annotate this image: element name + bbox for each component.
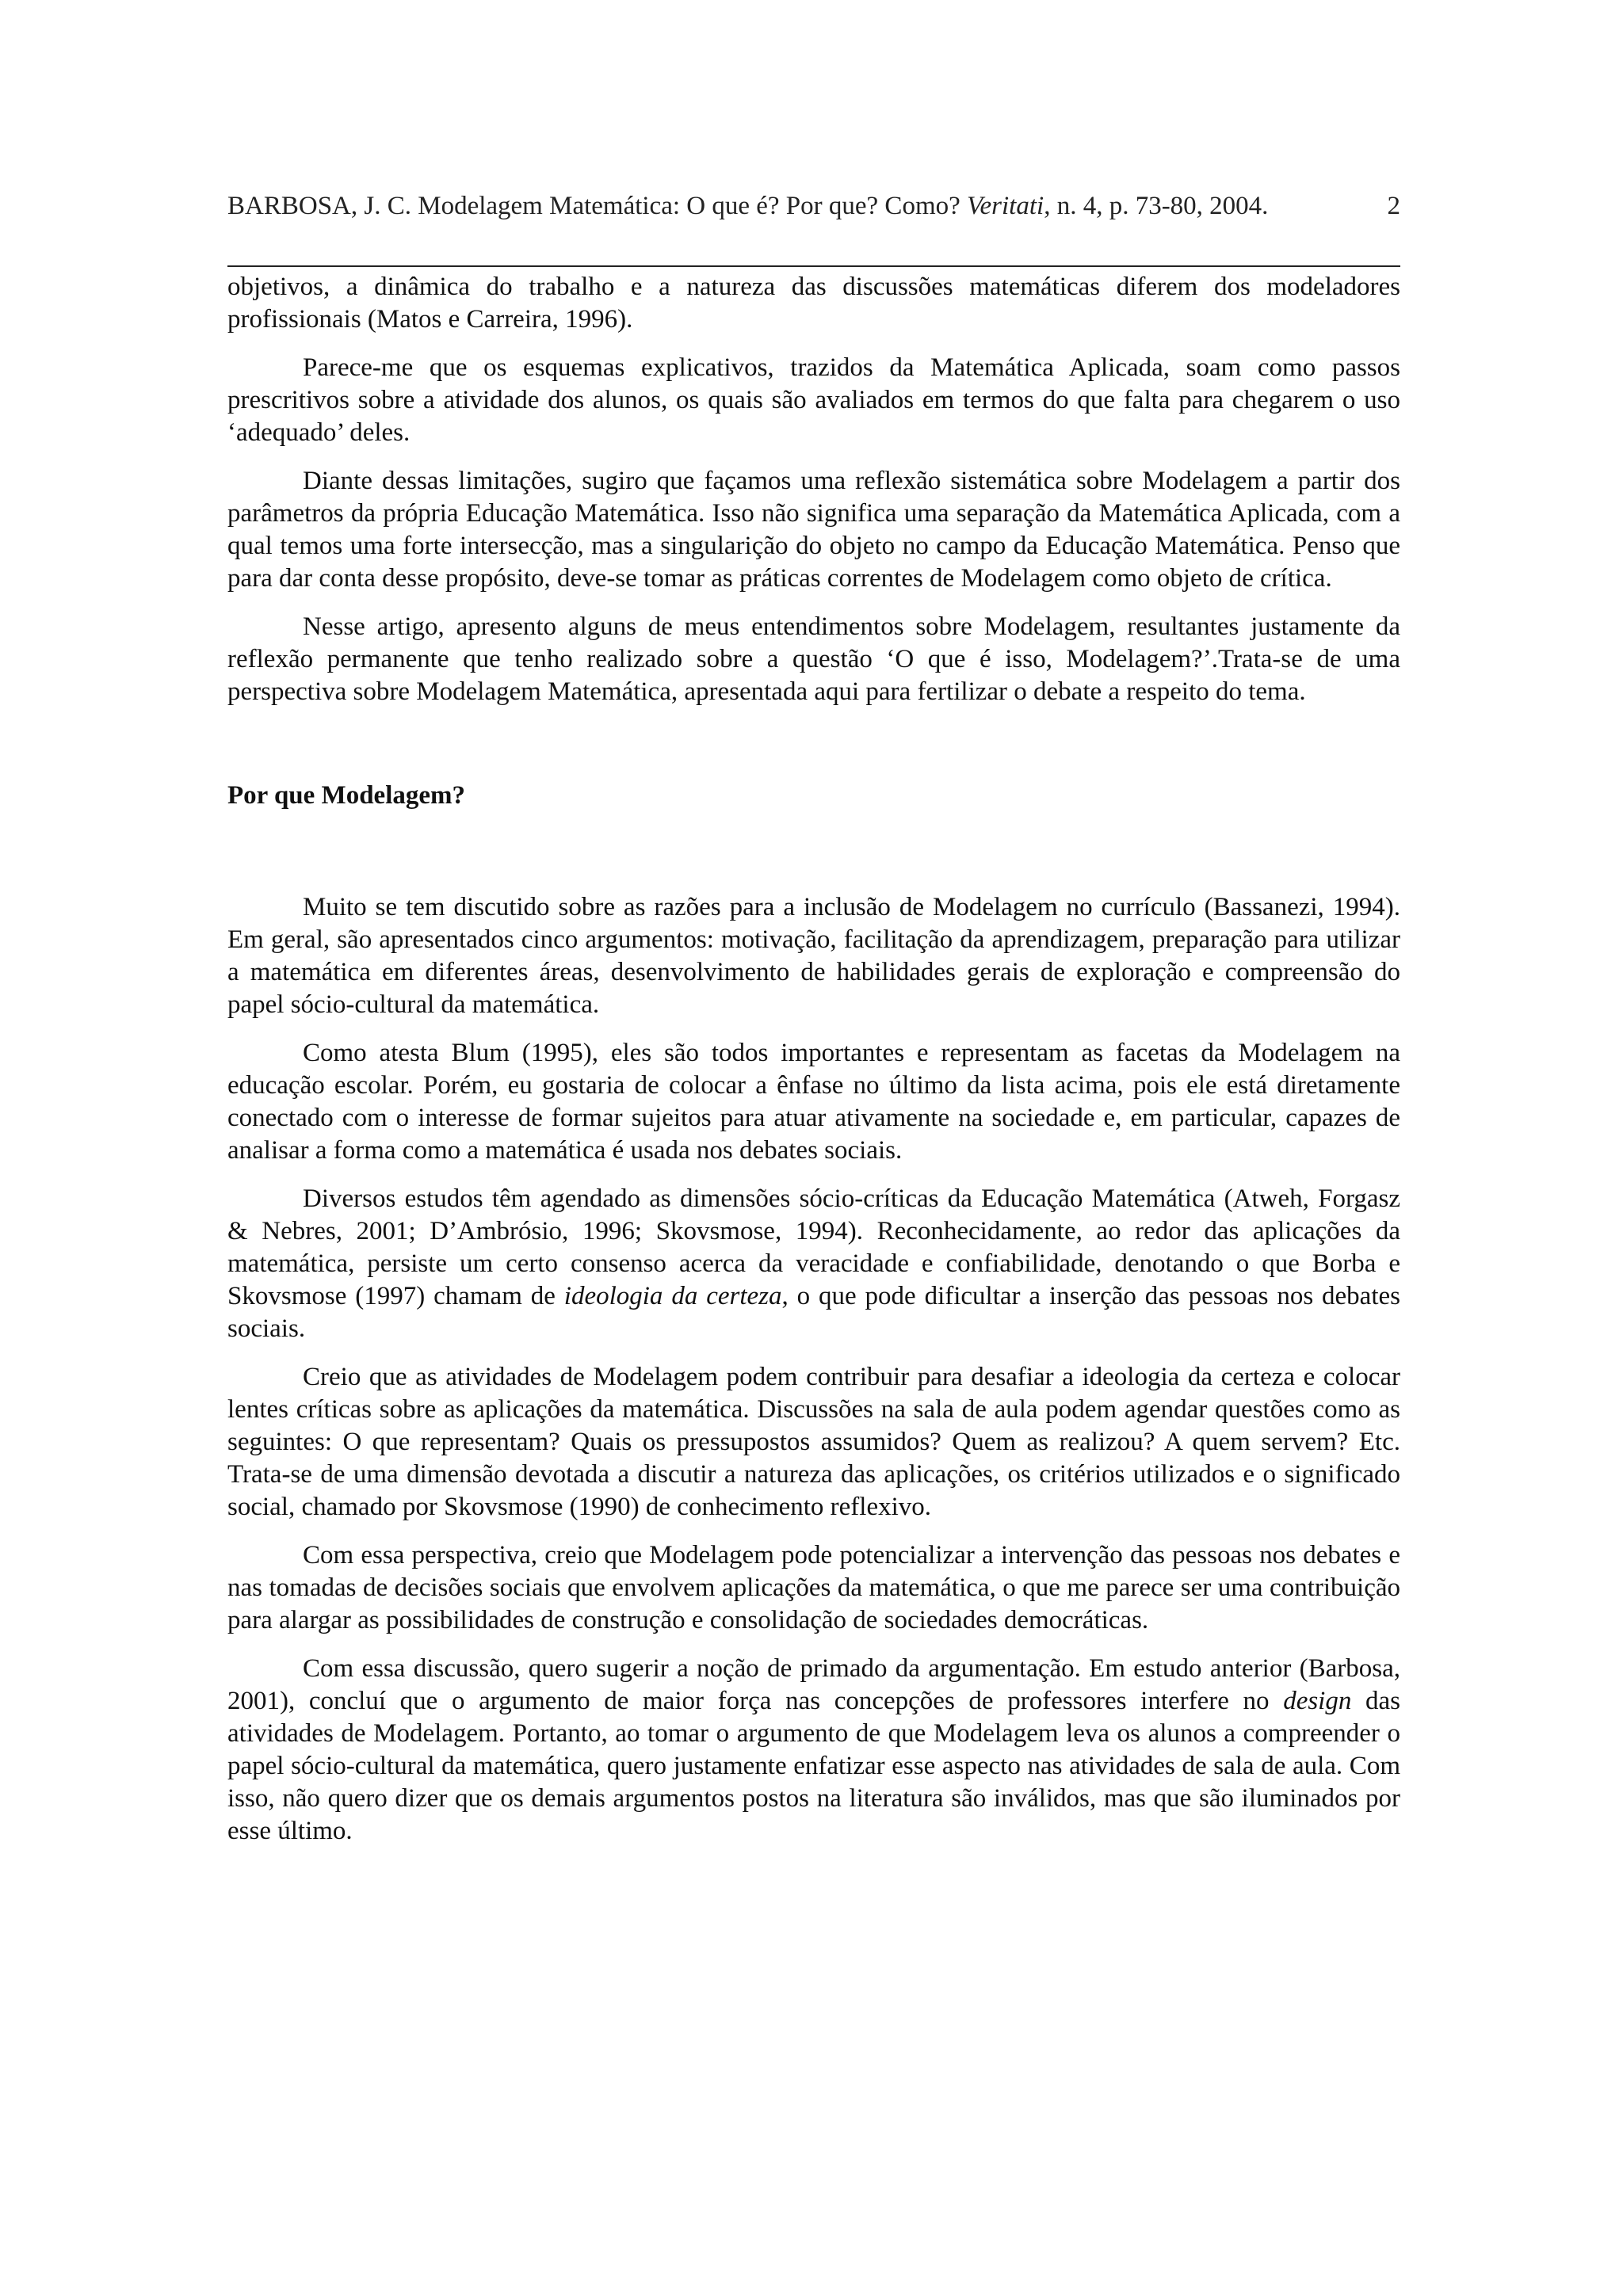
document-body [227, 271, 1400, 1863]
paragraph: Parece-me que os esquemas explicativos, trazidos da Matemática Aplicada, soam como passos prescritivos sobre a atividade dos alunos, os quais são avaliados em termos do que falta para chegarem o uso ‘adequado’ deles. [227, 353, 1400, 447]
citation-text: BARBOSA, J. C. Modelagem Matemática: O que é? Por que? Como? [227, 192, 968, 220]
emphasis-term: ideologia da certeza [563, 1282, 782, 1310]
header-divider [227, 265, 1400, 267]
paragraph [227, 1183, 1400, 1345]
paragraph: Com essa perspectiva, creio que Modelagem pode potencializar a intervenção das pessoas nos debates e nas tomadas de decisões sociais que envolvem aplicações da matemática, o que me parece ser uma contribuição para alargar as possibilidades de construção e consolidação de sociedades democráticas. [227, 1541, 1400, 1634]
paragraph: Como atesta Blum (1995), eles são todos importantes e representam as facetas da Modelagem na educação escolar. Porém, eu gostaria de colocar a ênfase no último da lista acima, pois ele está diretamente conectado com o interesse de formar sujeitos para atuar ativamente na sociedade e, em particular, capazes de analisar a forma como a matemática é usada nos debates sociais. [227, 1039, 1400, 1165]
running-header [227, 190, 1400, 223]
citation-details: , n. 4, p. 73-80, 2004. [1044, 192, 1269, 220]
paragraph-text: , o que pode dificultar a inserção das pessoas nos debates sociais. [227, 1282, 1400, 1343]
paragraph: Creio que as atividades de Modelagem podem contribuir para desafiar a ideologia da certeza e colocar lentes críticas sobre as aplicações da matemática. Discussões na sala de aula podem agendar questões como as seguintes: O que representam? Quais os pressupostos assumidos? Quem as realizou? A quem servem? Etc. Trata-se de uma dimensão devotada a discutir a natureza das aplicações, os critérios utilizados e o significado social, chamado por Skovsmose (1990) de conhecimento reflexivo. [227, 1363, 1400, 1521]
paragraph: Diante dessas limitações, sugiro que façamos uma reflexão sistemática sobre Modelagem a partir dos parâmetros da própria Educação Matemática. Isso não significa uma separação da Matemática Aplicada, com a qual temos uma forte intersecção, mas a singularição do objeto no campo da Educação Matemática. Penso que para dar conta desse propósito, deve-se tomar as práticas correntes de Modelagem como objeto de crítica. [227, 467, 1400, 593]
journal-name: Veritati [967, 192, 1044, 220]
emphasis-term: design [1283, 1687, 1352, 1715]
paragraph-text: das atividades de Modelagem. Portanto, ao tomar o argumento de que Modelagem leva os alunos a compreender o papel sócio-cultural da matemática, quero justamente enfatizar esse aspecto nas atividades de sala de aula. Com isso, não quero dizer que os demais argumentos postos na literatura são inválidos, mas que são iluminados por esse último. [227, 1687, 1400, 1845]
citation [227, 190, 1337, 223]
page-number: 2 [1387, 192, 1400, 220]
section-heading: Por que Modelagem? [227, 781, 466, 810]
paragraph: Nesse artigo, apresento alguns de meus entendimentos sobre Modelagem, resultantes justamente da reflexão permanente que tenho realizado sobre a questão ‘O que é isso, Modelagem?’.Trata-se de uma perspectiva sobre Modelagem Matemática, apresentada aqui para fertilizar o debate a respeito do tema. [227, 612, 1400, 706]
paragraph-text: Diversos estudos têm agendado as dimensões sócio-críticas da Educação Matemática (Atweh, Forgasz & Nebres, 2001; D’Ambrósio, 1996; Skovsmose, 1994). Reconhecidamente, ao redor das aplicações da matemática, persiste um certo consenso acerca da veracidade e confiabilidade, denotando o que Borba e Skovsmose (1997) chamam de [227, 1184, 1400, 1310]
paragraph-text: Com essa discussão, quero sugerir a noção de primado da argumentação. Em estudo anterior (Barbosa, 2001), concluí que o argumento de maior força nas concepções de professores interfere no [227, 1654, 1400, 1715]
paragraph: objetivos, a dinâmica do trabalho e a natureza das discussões matemáticas diferem dos modeladores profissionais (Matos e Carreira, 1996). [227, 273, 1400, 334]
paragraph [227, 1653, 1400, 1848]
paragraph: Muito se tem discutido sobre as razões para a inclusão de Modelagem no currículo (Bassanezi, 1994). Em geral, são apresentados cinco argumentos: motivação, facilitação da aprendizagem, preparação para utilizar a matemática em diferentes áreas, desenvolvimento de habilidades gerais de exploração e compreensão do papel sócio-cultural da matemática. [227, 893, 1400, 1019]
